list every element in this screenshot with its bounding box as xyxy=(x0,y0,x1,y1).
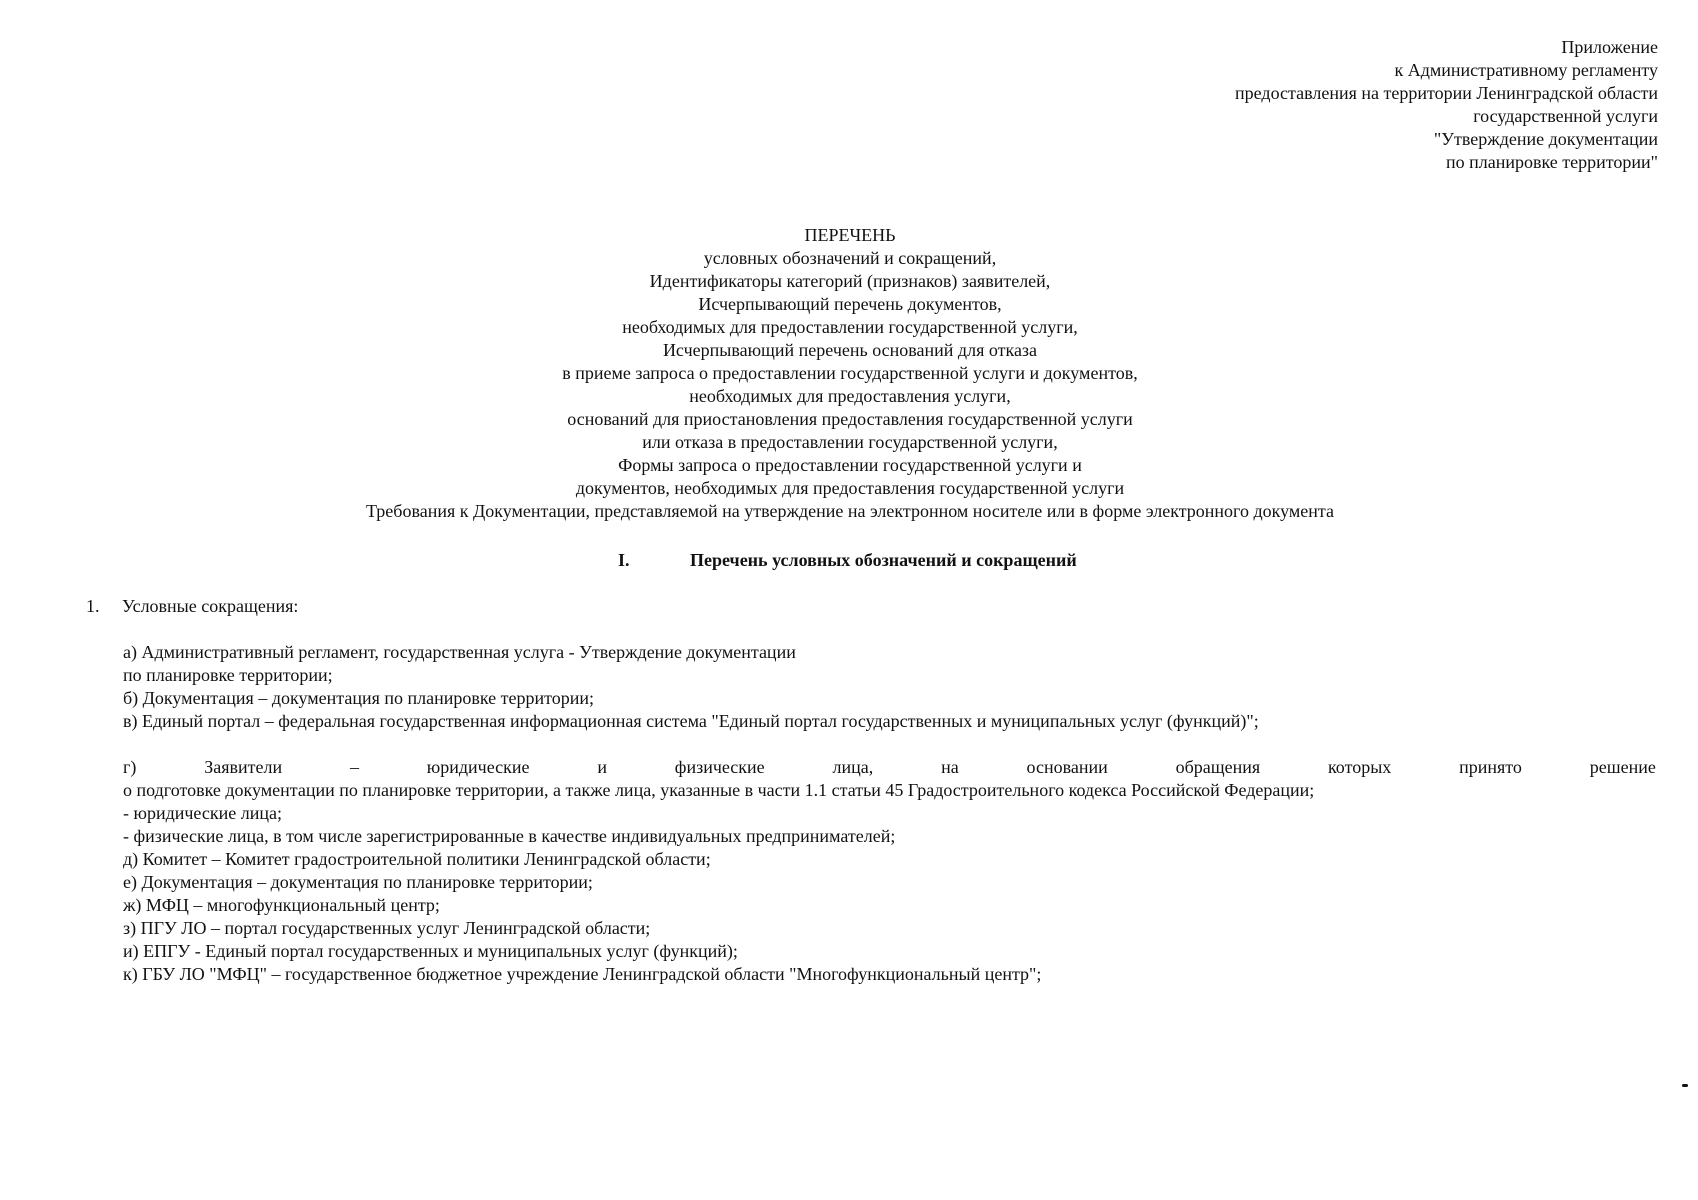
word: которых xyxy=(1327,757,1392,777)
word: обращения xyxy=(1175,757,1261,777)
paragraph-line: з) ПГУ ЛО – портал государственных услуг Ленинградской области; xyxy=(123,918,651,938)
heading-line: или отказа в предоставлении государственной услуги, xyxy=(642,432,1058,452)
paragraph-line: д) Комитет – Комитет градостроительной политики Ленинградской области; xyxy=(123,849,711,869)
paragraph-line: - физические лица, в том числе зарегистрированные в качестве индивидуальных предпринимателей; xyxy=(123,826,896,846)
abbreviation-block-a xyxy=(123,641,1656,733)
word: физические xyxy=(674,757,765,777)
paragraph-line: ж) МФЦ – многофункциональный центр; xyxy=(123,895,440,915)
word: на xyxy=(941,757,959,777)
heading-line: документов, необходимых для предоставления государственной услуги xyxy=(575,478,1125,498)
word: решение xyxy=(1589,757,1656,777)
document-title: ПЕРЕЧЕНЬ xyxy=(804,225,896,245)
word: основании xyxy=(1026,757,1108,777)
word: лица, xyxy=(832,757,874,777)
appendix-line: "Утверждение документации xyxy=(1433,129,1658,149)
heading-line: Формы запроса о предоставлении государственной услуги и xyxy=(618,455,1082,475)
appendix-line: к Административному регламенту xyxy=(1394,60,1658,80)
section-title: Перечень условных обозначений и сокращений xyxy=(690,550,1077,570)
paragraph-line: к) ГБУ ЛО "МФЦ" – государственное бюджетное учреждение Ленинградской области "Многофункциональный центр"; xyxy=(123,964,1042,984)
paragraph-line: по планировке территории; xyxy=(123,665,333,685)
heading-line: Требования к Документации, представляемой на утверждение на электронном носителе или в форме электронного документа xyxy=(366,501,1334,521)
word: Заявители xyxy=(204,757,283,777)
list-item-title: Условные сокращения: xyxy=(122,596,299,616)
section-number: I. xyxy=(618,550,630,570)
appendix-line: по планировке территории" xyxy=(1445,152,1658,172)
word: – xyxy=(349,757,359,777)
scan-mark xyxy=(1682,1084,1688,1087)
paragraph-line: и) ЕПГУ - Единый портал государственных и муниципальных услуг (функций); xyxy=(123,941,738,961)
word: юридические xyxy=(426,757,530,777)
appendix-line: предоставления на территории Ленинградской области xyxy=(1235,83,1658,103)
heading-line: Исчерпывающий перечень оснований для отказа xyxy=(662,340,1038,360)
abbreviation-block-g xyxy=(123,756,1656,986)
heading-line: необходимых для предоставления услуги, xyxy=(689,386,1011,406)
justified-line xyxy=(123,756,1656,779)
paragraph-line: а) Административный регламент, государственная услуга - Утверждение документации xyxy=(123,642,796,662)
paragraph-line: в) Единый портал – федеральная государственная информационная система "Единый портал государственных и муниципальных услуг (функций)"; xyxy=(123,711,1259,731)
word: г) xyxy=(123,757,137,777)
heading-line: необходимых для предоставлении государственной услуги, xyxy=(622,317,1078,337)
heading-line: Идентификаторы категорий (признаков) заявителей, xyxy=(649,271,1051,291)
heading-line: условных обозначений и сокращений, xyxy=(703,248,997,268)
word: принято xyxy=(1459,757,1522,777)
heading-line: в приеме запроса о предоставлении государственной услуги и документов, xyxy=(562,363,1138,383)
paragraph-line: о подготовке документации по планировке территории, а также лица, указанные в части 1.1 статьи 45 Градостроительного кодекса Российской Федерации; xyxy=(123,780,1315,800)
paragraph-line: - юридические лица; xyxy=(123,803,282,823)
heading-line: Исчерпывающий перечень документов, xyxy=(698,294,1002,314)
word: и xyxy=(597,757,607,777)
paragraph-line: б) Документация – документация по планировке территории; xyxy=(123,688,595,708)
appendix-line: государственной услуги xyxy=(1473,106,1658,126)
paragraph-line: е) Документация – документация по планировке территории; xyxy=(123,872,593,892)
list-item-number: 1. xyxy=(86,596,100,616)
appendix-line: Приложение xyxy=(1561,37,1658,57)
appendix-header xyxy=(898,36,1658,174)
heading-line: оснований для приостановления предоставления государственной услуги xyxy=(567,409,1133,429)
document-heading xyxy=(180,224,1520,523)
